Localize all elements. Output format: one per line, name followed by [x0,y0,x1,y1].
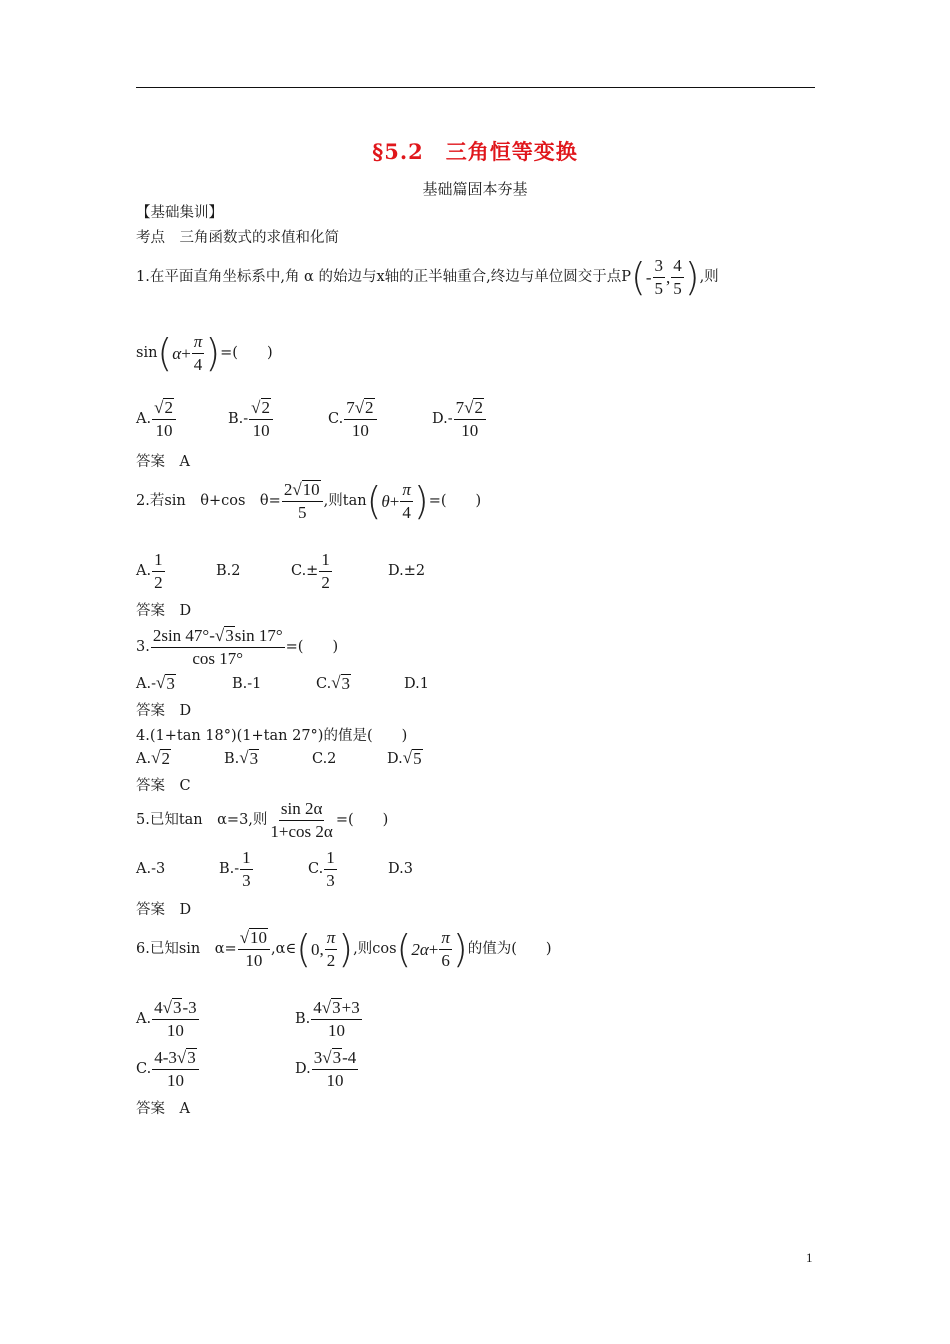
q6-mid1: ,α∈ [271,940,297,957]
q2-pi-over-4: $\frac{\pi}{4}$ [402,480,411,522]
q2-option-d: D.±2 [388,563,426,579]
option-fraction: 3 √ 3 -4 10 [313,1048,357,1090]
question-1-expression [136,332,273,374]
q3-fraction: 2sin 47°- √ 3 sin 17° cos 17° [152,626,283,668]
q6-pi-over-6: $\frac{\pi}{6}$ [441,928,450,970]
q6-option-d [295,1048,359,1090]
question-3-options [136,674,836,698]
question-5-options [136,848,836,894]
q6-zero: 0 [311,939,320,959]
left-paren: ( [157,331,173,376]
q5-option-d: D.3 [388,861,413,877]
right-paren: ) [684,255,700,300]
question-3-stem [136,626,338,668]
option-letter: D. [387,750,403,767]
q6-suffix: 的值为( ) [467,940,552,957]
q6-fraction: √ 10 10 [238,928,270,970]
q1-plus: + [181,343,191,363]
q5-answer: 答案 D [136,902,192,918]
q2-option-c [291,550,333,592]
option-fraction: 4 √ 3 +3 10 [313,998,360,1040]
option-fraction: 4-3 √ 3 10 [152,1048,199,1090]
q3-option-a [136,674,176,694]
option-fraction: 7 √ 2 10 [344,398,376,440]
q2-answer: 答案 D [136,603,192,619]
question-6-options-row-2 [136,1048,836,1094]
right-paren: ) [452,927,468,972]
q6-mid2: ,则cos [353,940,397,957]
q1-answer: 答案 A [136,454,190,470]
q1-alpha: α [172,343,182,363]
topic-heading: 考点 三角函数式的求值和化简 [136,230,339,246]
option-letter: A. [136,410,152,427]
option-fraction: 7 √ 2 10 [454,398,486,440]
option-letter: C. [136,1060,152,1077]
page-subtitle: 基础篇固本夯基 [422,180,528,198]
q5-suffix: =( ) [335,811,389,828]
option-radical: √ 3 [331,673,351,693]
q6-stem-text: 6.已知sin α= [136,940,237,957]
right-paren: ) [338,927,354,972]
q6-two-alpha: 2α [411,939,429,959]
left-paren: ( [366,479,382,524]
q1-point-neg: - [645,267,652,287]
q1-option-b [228,398,274,440]
right-paren: ) [413,479,429,524]
option-letter: C. [328,410,344,427]
q5-option-b [219,848,254,890]
q1-option-a [136,398,177,440]
question-6-stem [136,928,552,970]
q2-fraction: 2 √ 10 5 [282,480,323,522]
header-rule [136,87,815,88]
q1-option-c [328,398,378,440]
q3-answer: 答案 D [136,703,192,719]
question-5-stem [136,799,388,841]
left-paren: ( [396,927,412,972]
q2-plus: + [389,491,400,511]
option-letter: C. [316,675,332,692]
option-letter: B.- [228,410,249,427]
q1-option-d [432,398,487,440]
q5-option-a: A.-3 [136,861,166,877]
option-fraction: $\frac{1}{3}$ [242,848,251,890]
q6-comma: , [319,939,324,959]
question-4-stem: 4.(1+tan 18°)(1+tan 27°)的值是( ) [136,728,408,744]
option-letter: A. [136,1010,152,1027]
option-fraction: 4 √ 3 -3 10 [154,998,197,1040]
q2-theta: θ [381,491,390,511]
option-letter: A.- [136,675,156,692]
q2-option-a [136,550,166,592]
option-fraction: $\frac{1}{3}$ [326,848,335,890]
option-letter: A. [136,562,152,579]
q2-suffix: =( ) [428,492,482,509]
question-2-stem [136,480,481,522]
question-6-options-row-1 [136,998,836,1044]
q2-mid: ,则tan [323,492,367,509]
page-title: §5.2 三角恒等变换 [372,139,578,164]
option-letter: D.- [432,410,453,427]
option-radical: √ 5 [402,748,422,768]
q2-stem-text: 2.若sin θ+cos θ= [136,492,281,509]
q1-expr-suffix: =( ) [220,344,273,361]
option-letter: C. [308,860,324,877]
q4-answer: 答案 C [136,778,191,794]
q4-option-a [136,749,171,769]
q5-option-c [308,848,338,890]
question-1-options [136,398,836,448]
q4-option-b [224,749,259,769]
option-fraction: $\frac{1}{2}$ [154,550,163,592]
q6-answer: 答案 A [136,1101,190,1117]
q3-suffix: =( ) [285,638,339,655]
question-2-options [136,550,836,596]
q2-option-b: B.2 [216,563,241,579]
q6-option-b [295,998,363,1040]
left-paren: ( [631,255,646,300]
section-label: 【基础集训】 [136,205,223,221]
q3-option-c [316,674,351,694]
q1-point-comma: , [666,267,671,287]
option-letter: C.± [291,562,319,579]
q6-option-a [136,998,200,1040]
option-letter: B.- [219,860,240,877]
option-radical: √ 3 [155,673,175,693]
option-letter: A. [136,750,152,767]
q5-fraction: $\frac{\sin 2\alpha}{1+\cos 2\alpha}$ [270,799,333,841]
q3-option-d: D.1 [404,676,429,692]
q4-option-c: C.2 [312,751,337,767]
q6-option-c [136,1048,200,1090]
option-letter: B. [295,1010,311,1027]
question-1-stem [136,256,719,298]
q1-pi-over-4: $\frac{\pi}{4}$ [193,332,203,374]
option-fraction: √ 2 10 [249,398,273,440]
right-paren: ) [205,331,221,376]
q4-option-d [387,749,423,769]
q5-stem-text: 5.已知tan α=3,则 [136,811,268,828]
option-letter: B. [224,750,240,767]
q1-point-x: $\frac{3}{5}$ [654,256,663,298]
option-radical: √ 2 [151,748,170,768]
option-fraction: $\frac{1}{2}$ [321,550,330,592]
left-paren: ( [296,927,312,972]
option-letter: D. [295,1060,311,1077]
page-number: 1 [806,1250,813,1265]
q1-point-y: $\frac{4}{5}$ [673,256,682,298]
q1-stem-text: 1.在平面直角坐标系中,角 α 的始边与x轴的正半轴重合,终边与单位圆交于点P [136,268,631,285]
question-4-options [136,749,836,773]
q1-sin: sin [136,344,158,361]
q6-plus: + [428,939,439,959]
q1-stem-tail: ,则 [699,268,719,285]
q3-label: 3. [136,638,150,655]
option-radical: √ 3 [239,748,259,768]
q3-option-b: B.-1 [232,676,262,692]
q6-pi-over-2: $\frac{\pi}{2}$ [326,928,336,970]
option-fraction: √ 2 10 [152,398,176,440]
